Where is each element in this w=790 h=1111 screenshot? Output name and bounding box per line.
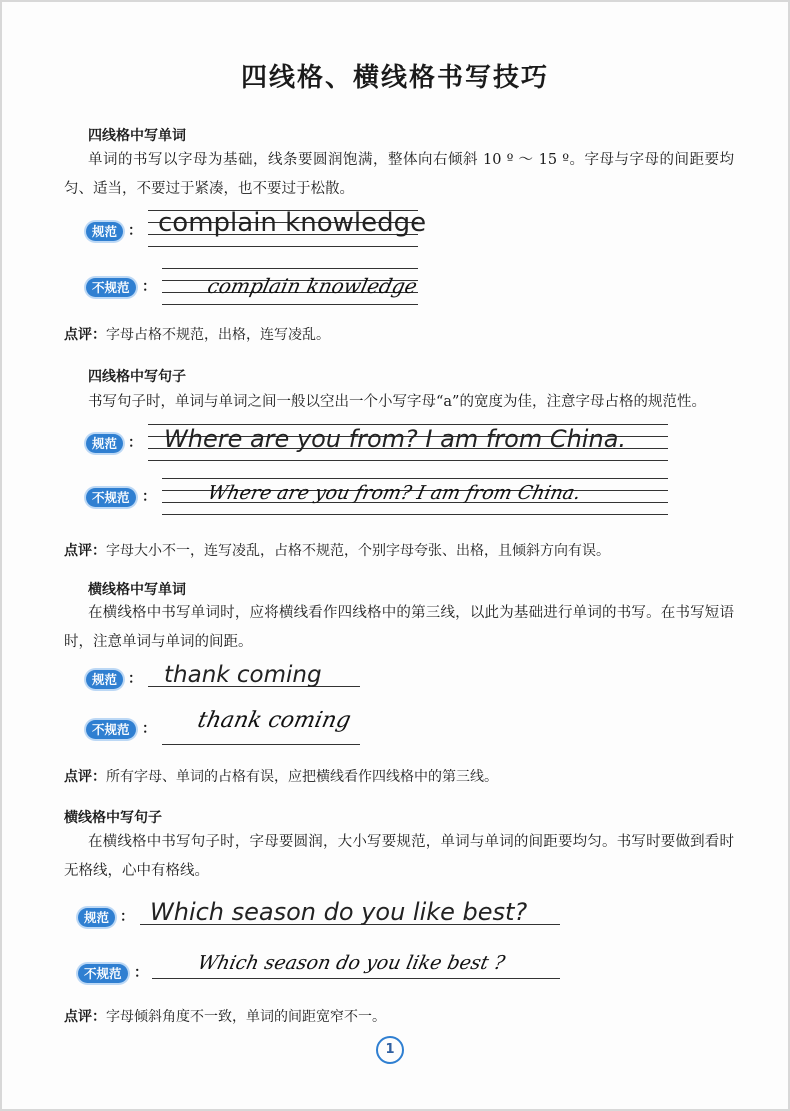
comment-text: 字母占格不规范，出格，连写凌乱。 — [106, 327, 330, 343]
comment-text: 字母大小不一，连写凌乱，占格不规范，个别字母夸张、出格，且倾斜方向有误。 — [106, 543, 610, 559]
colon: ： — [128, 223, 142, 239]
section-paragraph: 在横线格中书写句子时，字母要圆润，大小写要规范，单词与单词的间距要均匀。书写时要做到看时无格线，心中有格线。 — [64, 834, 734, 879]
comment — [64, 324, 330, 344]
nonstandard-sample: thank coming — [195, 708, 354, 733]
standard-badge: 规范 — [86, 670, 123, 689]
comment-text: 字母倾斜角度不一致，单词的间距宽窄不一。 — [106, 1009, 386, 1025]
nonstandard-sample: Which season do you like best ? — [195, 952, 507, 974]
nonstandard-badge: 不规范 — [86, 720, 136, 739]
horizontal-line — [152, 978, 560, 980]
nonstandard-sample: complain knowledge — [205, 274, 420, 298]
colon: ： — [142, 489, 156, 505]
colon: ： — [142, 279, 156, 295]
section-paragraph: 单词的书写以字母为基础，线条要圆润饱满，整体向右倾斜 10 º ～ 15 º。字母与字母的间距要均匀、适当，不要过于紧凑，也不要过于松散。 — [64, 152, 734, 197]
bleed-through-decoration — [562, 122, 567, 141]
section-heading: 四线格中写句子 — [88, 369, 186, 385]
colon: ： — [128, 435, 142, 451]
nonstandard-badge: 不规范 — [78, 964, 128, 983]
colon: ： — [120, 909, 134, 925]
comment-label: 点评： — [64, 543, 106, 559]
comment — [64, 540, 610, 560]
comment — [64, 1006, 386, 1026]
section-heading: 横线格中写单词 — [88, 582, 186, 598]
colon: ： — [142, 721, 156, 737]
nonstandard-badge: 不规范 — [86, 278, 136, 297]
standard-badge: 规范 — [78, 908, 115, 927]
colon: ： — [134, 965, 148, 981]
section-paragraph: 书写句子时，单词与单词之间一般以空出一个小写字母“a”的宽度为佳，注意字母占格的规范性。 — [88, 394, 706, 410]
comment-label: 点评： — [64, 769, 106, 785]
standard-badge: 规范 — [86, 222, 123, 241]
comment-text: 所有字母、单词的占格有误，应把横线看作四线格中的第三线。 — [106, 769, 498, 785]
horizontal-line — [162, 744, 360, 746]
section-paragraph: 在横线格中书写单词时，应将横线看作四线格中的第三线，以此为基础进行单词的书写。在书写短语时，注意单词与单词的间距。 — [64, 605, 734, 650]
standard-badge: 规范 — [86, 434, 123, 453]
section-heading: 四线格中写单词 — [88, 128, 186, 144]
standard-sample: complain knowledge — [158, 208, 427, 238]
section-heading: 横线格中写句子 — [64, 810, 162, 826]
comment-label: 点评： — [64, 327, 106, 343]
colon: ： — [128, 671, 142, 687]
comment-label: 点评： — [64, 1009, 106, 1025]
page-title: 四线格、横线格书写技巧 — [240, 63, 549, 93]
nonstandard-sample: Where are you from? I am from China. — [205, 482, 583, 504]
standard-sample: Which season do you like best? — [150, 898, 528, 926]
page-number: 1 — [376, 1036, 404, 1064]
comment — [64, 766, 498, 786]
standard-sample: thank coming — [164, 662, 322, 688]
standard-sample: Where are you from? I am from China. — [164, 425, 627, 453]
nonstandard-badge: 不规范 — [86, 488, 136, 507]
